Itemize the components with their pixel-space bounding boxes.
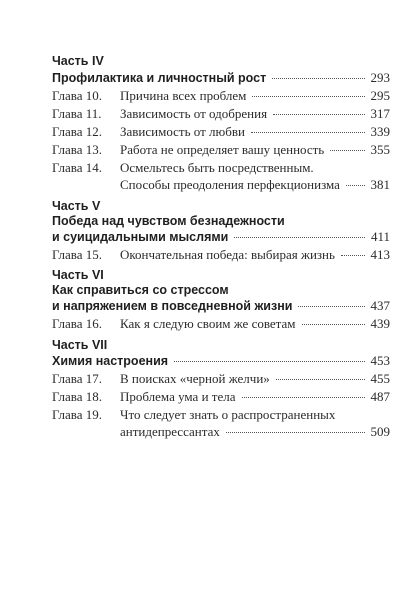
part-7-label: Часть VII xyxy=(52,338,108,352)
chapter-title: Осмельтесь быть посредственным. xyxy=(120,160,314,175)
part-4-entry[interactable] xyxy=(52,70,390,86)
chapter-label: Глава 19. xyxy=(52,407,103,422)
chapter-label: Глава 13. xyxy=(52,142,103,157)
dot-leader xyxy=(346,185,365,186)
dot-leader xyxy=(276,379,365,380)
chapter-label: Глава 14. xyxy=(52,160,103,175)
chapter-18-entry[interactable] xyxy=(52,389,390,405)
dot-leader xyxy=(174,361,364,362)
part-6-title-line1[interactable]: Как справиться со стрессом xyxy=(52,283,229,297)
part-6-title-line2: и напряжением в повседневной жизни xyxy=(52,299,293,313)
chapter-label: Глава 15. xyxy=(52,247,103,262)
page-number: 509 xyxy=(370,424,390,439)
chapter-15-entry[interactable] xyxy=(52,247,390,263)
chapter-label: Глава 12. xyxy=(52,124,103,139)
chapter-17-entry[interactable] xyxy=(52,371,390,387)
chapter-label: Глава 10. xyxy=(52,88,103,103)
chapter-title: Зависимость от любви xyxy=(120,124,245,139)
page-number: 411 xyxy=(370,229,390,244)
chapter-title: Работа не определяет вашу ценность xyxy=(120,142,325,157)
chapter-title: Причина всех проблем xyxy=(120,88,247,103)
chapter-label: Глава 18. xyxy=(52,389,103,404)
part-7-entry[interactable] xyxy=(52,353,390,369)
chapter-title: антидепрессантах xyxy=(120,424,220,439)
page-number: 293 xyxy=(370,70,390,85)
dot-leader xyxy=(252,96,364,97)
chapter-19-entry[interactable] xyxy=(52,407,390,423)
chapter-14-continuation[interactable] xyxy=(120,177,390,193)
dot-leader xyxy=(234,237,365,238)
page-number: 439 xyxy=(370,316,390,331)
dot-leader xyxy=(273,114,364,115)
dot-leader xyxy=(330,150,364,151)
chapter-label: Глава 16. xyxy=(52,316,103,331)
chapter-16-entry[interactable] xyxy=(52,316,390,332)
chapter-19-continuation[interactable] xyxy=(120,424,390,440)
chapter-10-entry[interactable] xyxy=(52,88,390,104)
page-number: 317 xyxy=(370,106,390,121)
chapter-title: Как я следую своим же советам xyxy=(120,316,296,331)
page-number: 339 xyxy=(370,124,390,139)
chapter-12-entry[interactable] xyxy=(52,124,390,140)
chapter-11-entry[interactable] xyxy=(52,106,390,122)
dot-leader xyxy=(341,255,365,256)
dot-leader xyxy=(302,324,365,325)
page-number: 381 xyxy=(370,177,390,192)
chapter-title: Способы преодоления перфекционизма xyxy=(120,177,340,192)
chapter-14-entry[interactable] xyxy=(52,160,390,176)
page-number: 487 xyxy=(370,389,390,404)
part-4-label: Часть IV xyxy=(52,54,104,68)
part-7-title: Химия настроения xyxy=(52,354,169,368)
chapter-title: В поисках «черной желчи» xyxy=(120,371,270,386)
chapter-13-entry[interactable] xyxy=(52,142,390,158)
page-number: 295 xyxy=(370,88,390,103)
dot-leader xyxy=(272,78,364,79)
dot-leader xyxy=(226,432,365,433)
chapter-title: Зависимость от одобрения xyxy=(120,106,268,121)
chapter-label: Глава 11. xyxy=(52,106,102,121)
part-5-title-line1[interactable]: Победа над чувством безнадежности xyxy=(52,214,285,228)
chapter-title: Что следует знать о распространенных xyxy=(120,407,336,422)
page-number: 455 xyxy=(370,371,390,386)
chapter-title: Окончательная победа: выбирая жизнь xyxy=(120,247,335,262)
part-5-label: Часть V xyxy=(52,199,101,213)
part-5-title-line2: и суицидальными мыслями xyxy=(52,230,229,244)
dot-leader xyxy=(298,306,364,307)
page-number: 437 xyxy=(370,298,390,313)
part-5-entry[interactable] xyxy=(52,229,390,245)
chapter-title: Проблема ума и тела xyxy=(120,389,236,404)
part-6-label: Часть VI xyxy=(52,268,104,282)
page-number: 413 xyxy=(370,247,390,262)
page-number: 355 xyxy=(370,142,390,157)
dot-leader xyxy=(251,132,365,133)
chapter-label: Глава 17. xyxy=(52,371,103,386)
part-6-entry[interactable] xyxy=(52,298,390,314)
dot-leader xyxy=(242,397,365,398)
page-number: 453 xyxy=(370,353,390,368)
part-4-title: Профилактика и личностный рост xyxy=(52,71,267,85)
